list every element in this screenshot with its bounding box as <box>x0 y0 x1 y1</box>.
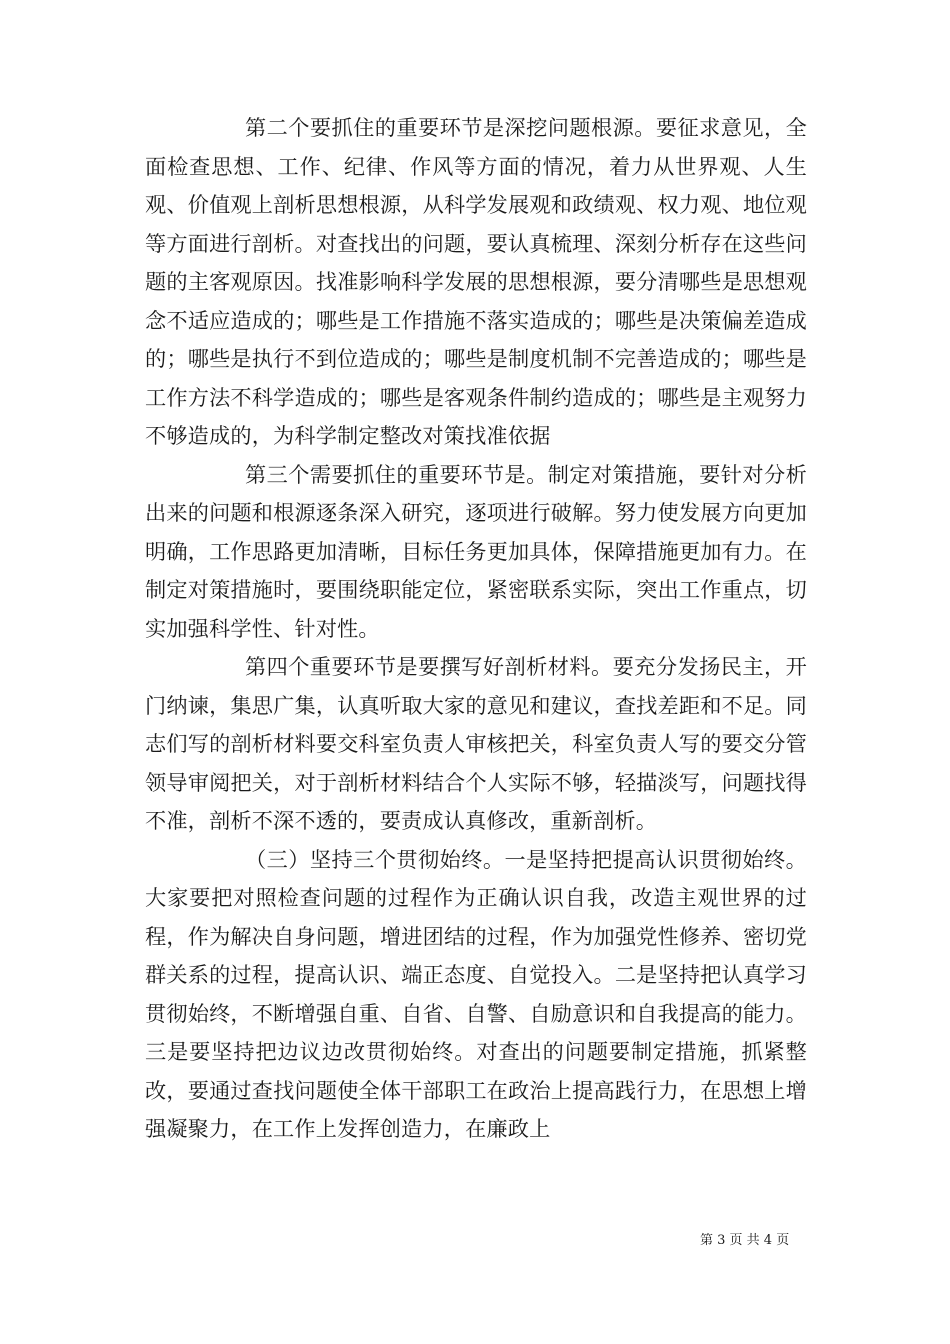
paragraph-fourth-link: 第四个重要环节是要撰写好剖析材料。要充分发扬民主，开门纳谏，集思广集，认真听取大家的意见和建议，查找差距和不足。同志们写的剖析材料要交科室负责人审核把关，科室负责人写的要交分管领导审阅把关，对于剖析材料结合个人实际不够，轻描淡写，问题找得不准，剖析不深不透的，要责成认真修改，重新剖析。 <box>145 654 807 833</box>
paragraph-third-link: 第三个需要抓住的重要环节是。制定对策措施，要针对分析出来的问题和根源逐条深入研究，逐项进行破解。努力使发展方向更加明确，工作思路更加清晰，目标任务更加具体，保障措施更加有力。在制定对策措施时，要围绕职能定位，紧密联系实际，突出工作重点，切实加强科学性、针对性。 <box>145 461 807 641</box>
paragraph-three-throughout: （三）坚持三个贯彻始终。一是坚持把提高认识贯彻始终。大家要把对照检查问题的过程作为正确认识自我，改造主观世界的过程，作为解决自身问题，增进团结的过程，作为加强党性修养、密切党群关系的过程，提高认识、端正态度、自觉投入。二是坚持把认真学习贯彻始终，不断增强自重、自省、自警、自励意识和自我提高的能力。三是要坚持把边议边改贯彻始终。对查出的问题要制定措施，抓紧整改，要通过查找问题使全体干部职工在政治上提高践行力，在思想上增强凝聚力，在工作上发挥创造力，在廉政上 <box>145 846 807 1141</box>
paragraph-second-link: 第二个要抓住的重要环节是深挖问题根源。要征求意见，全面检查思想、工作、纪律、作风等方面的情况，着力从世界观、人生观、价值观上剖析思想根源，从科学发展观和政绩观、权力观、地位观等方面进行剖析。对查找出的问题，要认真梳理、深刻分析存在这些问题的主客观原因。找准影响科学发展的思想根源，要分清哪些是思想观念不适应造成的；哪些是工作措施不落实造成的；哪些是决策偏差造成的；哪些是执行不到位造成的；哪些是制度机制不完善造成的；哪些是工作方法不科学造成的；哪些是客观条件制约造成的；哪些是主观努力不够造成的，为科学制定整改对策找准依据 <box>145 115 807 448</box>
page-number-footer: 第 3 页 共 4 页 <box>700 1233 790 1248</box>
document-body <box>145 109 807 1149</box>
